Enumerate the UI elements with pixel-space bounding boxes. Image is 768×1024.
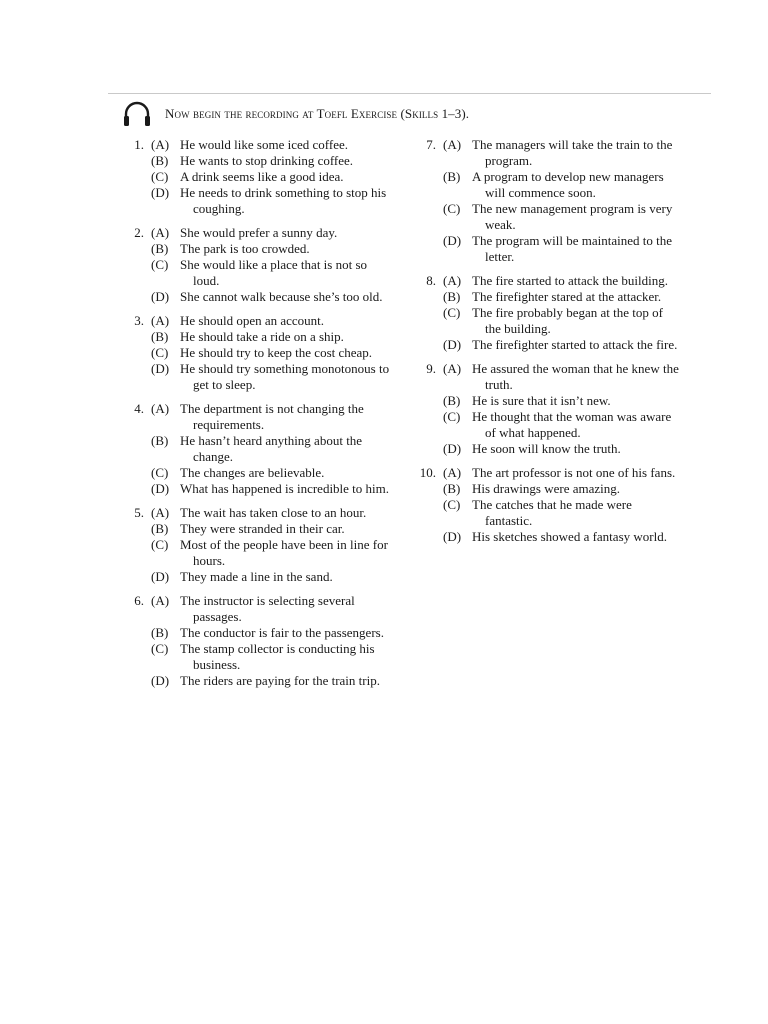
option-text: The stamp collector is conducting his business. [180,641,375,672]
question-item [122,593,392,689]
question-number [410,497,443,529]
option-text: She would like a place that is not so loud. [180,257,368,288]
answer-option [122,481,392,497]
answer-option [122,153,392,169]
answer-option [122,401,392,433]
answer-option [122,537,392,569]
option-label: (D) [443,233,462,248]
option-label: (C) [151,257,169,272]
question-number: 10. [419,465,436,480]
option-label: (A) [151,505,170,520]
option-label: (C) [443,497,461,512]
answer-option [122,521,392,537]
question-number [122,185,151,217]
answer-option [122,241,392,257]
option-text: The riders are paying for the train trip. [180,673,380,688]
question-number [410,481,443,497]
option-text: The conductor is fair to the passengers. [180,625,384,640]
answer-option [410,441,680,457]
question-item [410,361,680,457]
question-number [122,241,151,257]
option-text: He would like some iced coffee. [180,137,348,152]
option-text: She would prefer a sunny day. [180,225,338,240]
answer-option [122,465,392,481]
answer-option [410,137,680,169]
question-column-right [410,137,680,553]
option-label: (D) [151,289,170,304]
question-number: 8. [426,273,436,288]
option-label: (B) [151,625,169,640]
question-number [122,169,151,185]
question-number [122,153,151,169]
option-text: The park is too crowded. [180,241,310,256]
header-instruction: Now begin the recording at Toefl Exercise (Skills 1–3). [165,106,470,121]
question-item [410,137,680,265]
question-number [122,481,151,497]
question-number: 2. [134,225,144,240]
answer-option [410,529,680,545]
option-text: A drink seems like a good idea. [180,169,344,184]
option-text: The fire probably began at the top of the building. [472,305,663,336]
option-label: (B) [151,433,169,448]
option-text: The program will be maintained to the letter. [472,233,672,264]
question-item [122,137,392,217]
answer-option [410,305,680,337]
option-text: The department is not changing the requirements. [180,401,364,432]
option-label: (A) [151,401,170,416]
question-number: 6. [134,593,144,608]
option-text: He should take a ride on a ship. [180,329,344,344]
answer-option [410,233,680,265]
option-label: (D) [443,529,462,544]
question-number [122,289,151,305]
answer-option [122,505,392,521]
question-number [410,529,443,545]
question-item [122,505,392,585]
question-item [410,273,680,353]
question-number [410,393,443,409]
answer-option [122,169,392,185]
question-number: 9. [426,361,436,376]
question-number: 7. [426,137,436,152]
option-text: He wants to stop drinking coffee. [180,153,354,168]
question-item [122,225,392,305]
option-label: (D) [443,337,462,352]
question-number [122,361,151,393]
question-number [122,465,151,481]
option-text: The new management program is very weak. [472,201,673,232]
question-number [122,641,151,673]
option-label: (C) [443,409,461,424]
answer-option [410,481,680,497]
question-number [122,569,151,585]
question-number [122,625,151,641]
option-text: He should open an account. [180,313,325,328]
option-text: He should try something monotonous to get to sleep. [180,361,390,392]
option-text: Most of the people have been in line for hours. [180,537,388,568]
option-label: (A) [151,313,170,328]
question-number [410,409,443,441]
answer-option [122,257,392,289]
answer-option [122,289,392,305]
option-text: He thought that the woman was aware of what happened. [472,409,672,440]
question-number [122,521,151,537]
option-label: (D) [151,569,170,584]
question-number [410,305,443,337]
question-item [122,401,392,497]
option-label: (D) [151,673,170,688]
option-text: The instructor is selecting several passages. [180,593,355,624]
answer-option [410,201,680,233]
option-label: (B) [151,241,169,256]
option-label: (D) [151,361,170,376]
answer-option [410,409,680,441]
option-label: (A) [151,593,170,608]
option-label: (B) [443,289,461,304]
option-text: The art professor is not one of his fans. [472,465,676,480]
answer-option [122,433,392,465]
option-text: The wait has taken close to an hour. [180,505,367,520]
question-number: 5. [134,505,144,520]
answer-option [122,673,392,689]
option-text: His drawings were amazing. [472,481,621,496]
answer-option [122,625,392,641]
question-number: 3. [134,313,144,328]
answer-option [410,169,680,201]
option-label: (D) [151,481,170,496]
question-number [122,345,151,361]
question-number: 4. [134,401,144,416]
option-text: He hasn’t heard anything about the change. [180,433,363,464]
answer-option [122,345,392,361]
question-number [122,537,151,569]
option-label: (C) [151,465,169,480]
option-text: He should try to keep the cost cheap. [180,345,373,360]
answer-option [122,225,392,241]
question-column-left [122,137,392,697]
option-label: (C) [151,641,169,656]
question-number [410,289,443,305]
option-label: (A) [443,137,462,152]
question-number [410,169,443,201]
option-text: She cannot walk because she’s too old. [180,289,383,304]
option-label: (B) [443,169,461,184]
option-label: (A) [443,465,462,480]
option-text: The firefighter stared at the attacker. [472,289,662,304]
option-label: (B) [151,521,169,536]
question-number [122,329,151,345]
option-label: (A) [151,137,170,152]
answer-option [122,641,392,673]
option-text: They made a line in the sand. [180,569,333,584]
option-text: He assured the woman that he knew the truth. [472,361,679,392]
answer-option [410,289,680,305]
answer-option [410,273,680,289]
answer-option [122,313,392,329]
headphones-icon [122,100,152,128]
option-label: (A) [151,225,170,240]
question-number: 1. [134,137,144,152]
answer-option [122,361,392,393]
option-label: (D) [151,185,170,200]
answer-option [122,593,392,625]
option-text: He soon will know the truth. [472,441,621,456]
option-text: He needs to drink something to stop his coughing. [180,185,387,216]
option-label: (C) [151,345,169,360]
exercise-header [122,100,469,128]
option-text: The catches that he made were fantastic. [472,497,632,528]
top-divider [108,93,711,94]
question-number [410,233,443,265]
answer-option [410,337,680,353]
question-item [122,313,392,393]
question-number [410,201,443,233]
answer-option [122,137,392,153]
question-number [122,433,151,465]
option-text: They were stranded in their car. [180,521,345,536]
answer-option [122,569,392,585]
option-text: A program to develop new managers will commence soon. [472,169,664,200]
option-text: The changes are believable. [180,465,325,480]
option-label: (B) [443,393,461,408]
option-text: The firefighter started to attack the fire. [472,337,678,352]
option-label: (D) [443,441,462,456]
answer-option [122,329,392,345]
option-text: He is sure that it isn’t new. [472,393,611,408]
answer-option [410,497,680,529]
option-text: What has happened is incredible to him. [180,481,390,496]
question-number [410,441,443,457]
option-label: (C) [151,537,169,552]
option-label: (A) [443,361,462,376]
option-text: The fire started to attack the building. [472,273,669,288]
question-number [122,673,151,689]
question-number [410,337,443,353]
option-label: (B) [151,329,169,344]
answer-option [410,465,680,481]
option-text: His sketches showed a fantasy world. [472,529,667,544]
option-label: (C) [443,201,461,216]
question-item [410,465,680,545]
option-label: (C) [151,169,169,184]
option-label: (A) [443,273,462,288]
option-text: The managers will take the train to the program. [472,137,673,168]
option-label: (B) [443,481,461,496]
option-label: (C) [443,305,461,320]
option-label: (B) [151,153,169,168]
answer-option [122,185,392,217]
question-number [122,257,151,289]
answer-option [410,393,680,409]
answer-option [410,361,680,393]
